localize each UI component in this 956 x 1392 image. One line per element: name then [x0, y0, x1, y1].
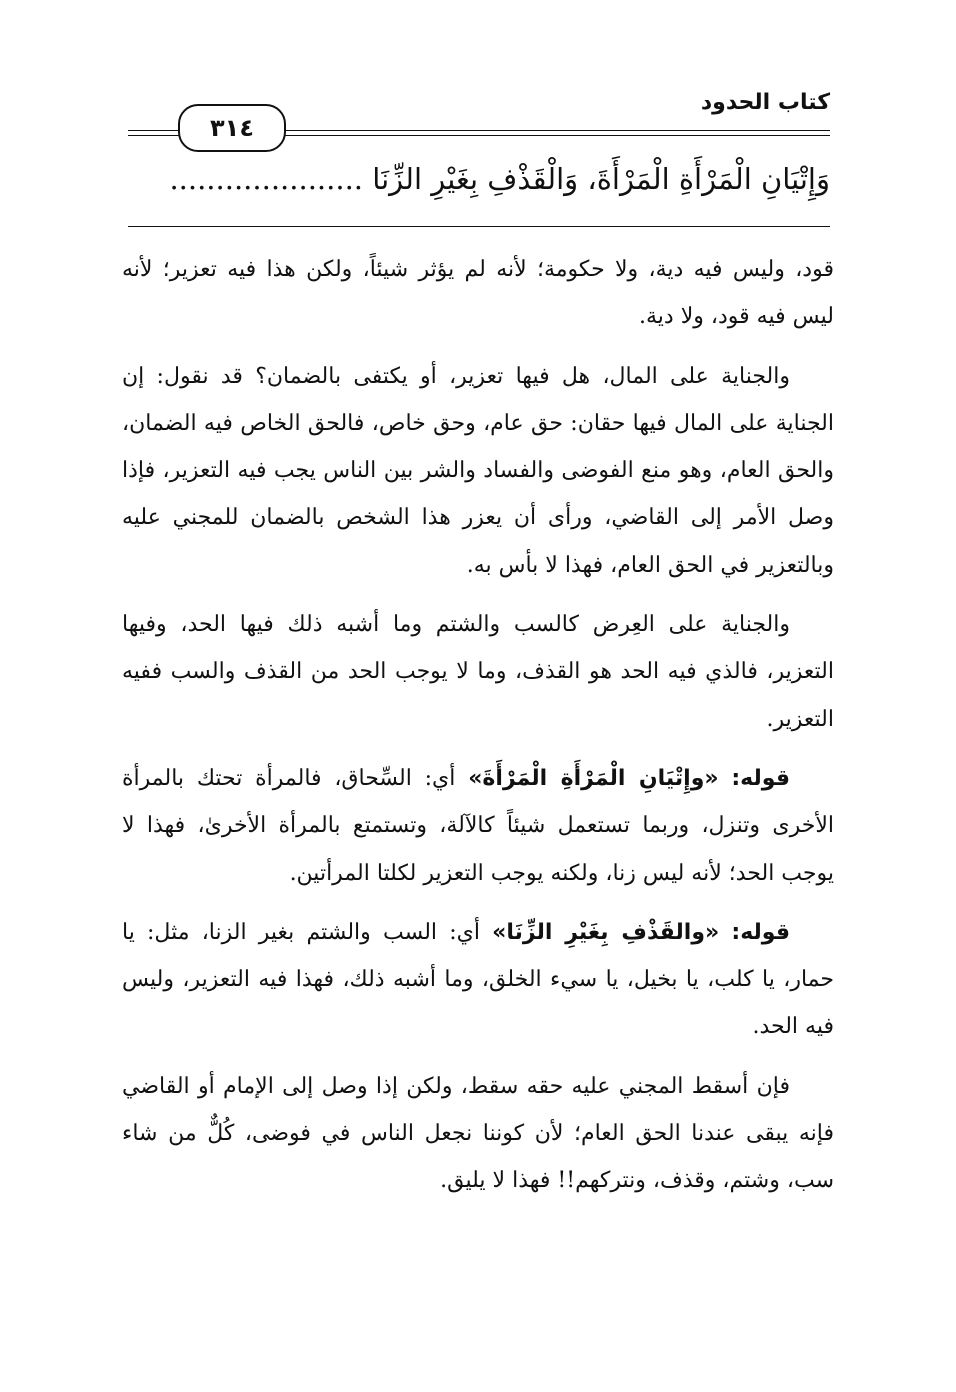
- matn-line: وَإِتْيَانِ الْمَرْأَةِ الْمَرْأَةَ، وَالْقَذْفِ بِغَيْرِ الزِّنَا .....................: [169, 162, 830, 196]
- qawluhu-label: قوله:: [731, 765, 790, 791]
- page-number: ٣١٤: [178, 104, 286, 152]
- matn-quote: «وإِتْيَانِ الْمَرْأَةِ الْمَرْأَةَ»: [468, 765, 719, 791]
- paragraph: والجناية على المال، هل فيها تعزير، أو يكتفى بالضمان؟ قد نقول: إن الجناية على المال فيها حقان: حق عام، وحق خاص، فالحق الخاص فيه الضمان، والحق العام، وهو منع الفوضى والفساد والشر بين الناس يجب فيه التعزير، فإذا وصل الأمر إلى القاضي، ورأى أن يعزر هذا الشخص بالضمان للمجني عليه وبالتعزير في الحق العام، فهذا لا بأس به.: [122, 363, 834, 578]
- paragraph: قود، وليس فيه دية، ولا حكومة؛ لأنه لم يؤثر شيئاً، ولكن هذا فيه تعزير؛ لأنه ليس فيه قود، ولا دية.: [122, 257, 834, 330]
- paragraph-text: أي: السِّحاق، فالمرأة تحتك بالمرأة الأخرى وتنزل، وربما تستعمل شيئاً كالآلة، وتستمتع بالمرأة الأخرىٰ، فهذا لا يوجب الحد؛ لأنه ليس زنا، ولكنه يوجب التعزير لكلتا المرأتين.: [122, 765, 834, 886]
- paragraph: فإن أسقط المجني عليه حقه سقط، ولكن إذا وصل إلى الإمام أو القاضي فإنه يبقى عندنا الحق العام؛ لأن كوننا نجعل الناس في فوضى، كُلٌّ من شاء سب، وشتم، وقذف، ونتركهم!! فهذا لا يليق.: [122, 1073, 834, 1194]
- matn-separator: [128, 226, 830, 227]
- paragraph: [122, 909, 834, 1051]
- paragraph: [122, 755, 834, 897]
- running-title: كتاب الحدود: [700, 90, 830, 115]
- matn-quote: «والقَذْفِ بِغَيْرِ الزِّنَا»: [492, 919, 720, 945]
- qawluhu-label: قوله:: [731, 919, 791, 945]
- paragraph-text: أي: السب والشتم بغير الزنا، مثل: يا حمار، يا كلب، يا بخيل، يا سيء الخلق، وما أشبه ذلك، فهذا فيه التعزير، وليس فيه الحد.: [122, 919, 834, 1040]
- paragraph: والجناية على العِرض كالسب والشتم وما أشبه ذلك فيها الحد، وفيها التعزير، فالذي فيه الحد هو القذف، وما لا يوجب الحد من القذف والسب ففيه التعزير.: [122, 612, 834, 732]
- commentary-body: [122, 246, 834, 1205]
